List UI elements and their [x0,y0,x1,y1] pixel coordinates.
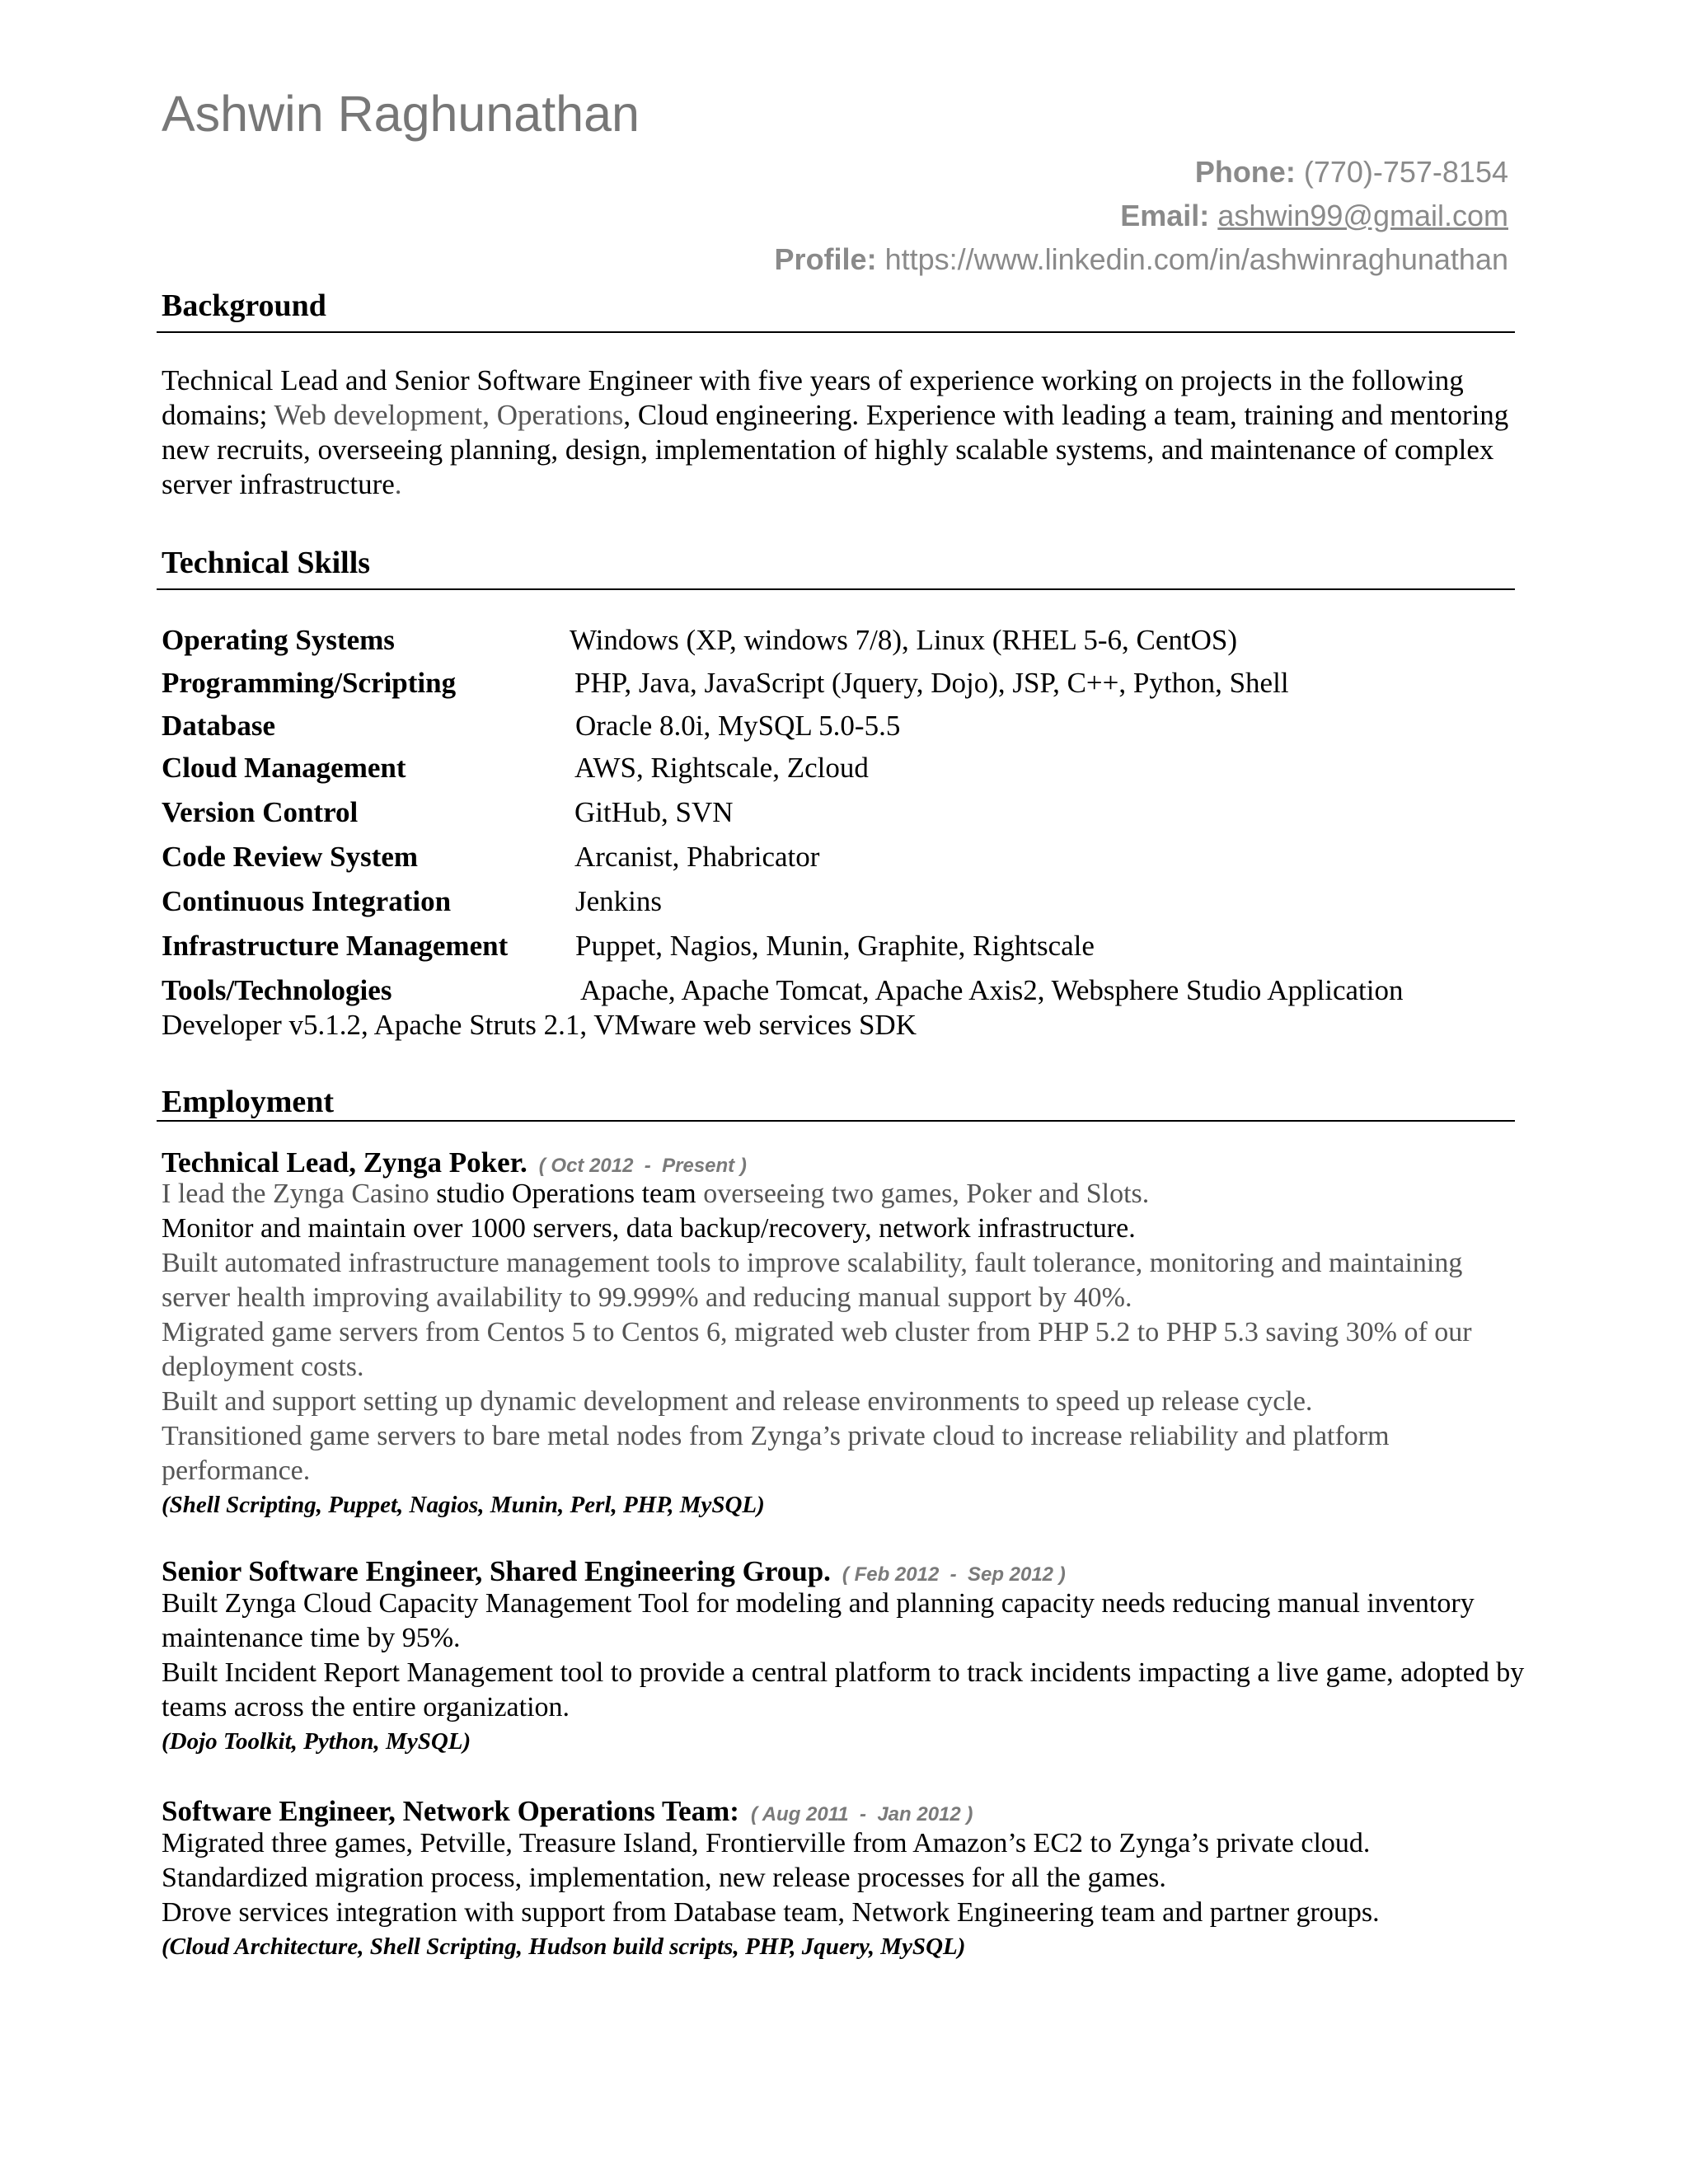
job-text: I lead the Zynga Casino [162,1179,437,1209]
skill-label: Infrastructure Management [162,930,509,962]
background-heading: Background [162,288,326,323]
summary-text-2: Web development, Operations [274,399,624,431]
skill-label: Version Control [162,796,359,828]
job-title-text: Technical Lead, Zynga Poker. [162,1146,528,1179]
skill-label: Operating Systems [162,624,395,656]
job-dates: ( Aug 2011 - Jan 2012 ) [750,1803,973,1825]
job-bullet: Built Incident Report Management tool to provide a central platform to track incidents impacting a live game, adopted by teams across the entire organization. [162,1657,1525,1722]
skill-value: Oracle 8.0i, MySQL 5.0-5.5 [575,710,901,742]
skill-value: Apache, Apache Tomcat, Apache Axis2, Websphere Studio Application [580,974,1404,1006]
job-technologies: (Shell Scripting, Puppet, Nagios, Munin, Perl, PHP, MySQL) [162,1492,765,1518]
email-label: Email: [1120,199,1210,232]
summary-text-3: , Cloud engineering. Experience with leading a team, training and mentoring new recruits, overseeing planning, design, implementation of highly scalable systems, and maintenance of complex server infrastructure [162,399,1509,500]
skill-label: Tools/Technologies [162,974,392,1006]
summary-text-1: Technical Lead and Senior Software Engineer with five years of experience working on projects in the following domains; [162,364,1464,431]
skill-value-continuation: Developer v5.1.2, Apache Struts 2.1, VMware web services SDK [162,1009,917,1041]
contact-phone [1195,157,1508,187]
skill-label: Cloud Management [162,752,406,784]
job-bullet: Monitor and maintain over 1000 servers, data backup/recovery, network infrastructure. [162,1213,1136,1244]
employment-heading: Employment [162,1085,334,1119]
job-bullet: Transitioned game servers to bare metal nodes from Zynga’s private cloud to increase reliability and platform performance. [162,1421,1390,1486]
job-text: studio Operations team [436,1179,696,1209]
candidate-name: Ashwin Raghunathan [162,86,640,142]
job-description [162,1826,1530,1963]
job-bullet: Migrated three games, Petville, Treasure Island, Frontierville from Amazon’s EC2 to Zynga’s private cloud. [162,1828,1371,1858]
background-summary [162,363,1530,502]
job-title-text: Software Engineer, Network Operations Team: [162,1795,739,1827]
skill-value: Jenkins [575,885,662,917]
job-description [162,1586,1530,1758]
profile-url[interactable]: https://www.linkedin.com/in/ashwinraghunathan [884,242,1508,276]
skills-heading: Technical Skills [162,546,371,580]
skill-value: Windows (XP, windows 7/8), Linux (RHEL 5-6, CentOS) [570,624,1238,656]
job-bullet: Drove services integration with support from Database team, Network Engineering team and partner groups. [162,1897,1380,1928]
job-technologies: (Dojo Toolkit, Python, MySQL) [162,1728,471,1755]
phone-label: Phone: [1194,155,1296,189]
skill-value: GitHub, SVN [574,796,734,828]
job-title [162,1557,1066,1586]
contact-email [1120,201,1508,231]
background-divider [157,331,1515,333]
contact-profile [774,242,1508,276]
job-text: overseeing two games, Poker and Slots. [696,1179,1150,1209]
skill-label: Code Review System [162,841,419,873]
job-technologies: (Cloud Architecture, Shell Scripting, Hudson build scripts, PHP, Jquery, MySQL) [162,1933,966,1960]
employment-divider [157,1120,1515,1122]
job-dates: ( Feb 2012 - Sep 2012 ) [842,1563,1066,1586]
job-dates: ( Oct 2012 - Present ) [538,1155,747,1177]
job-title [162,1797,973,1825]
phone-value: (770)-757-8154 [1303,155,1508,189]
skill-label: Programming/Scripting [162,667,457,699]
job-title [162,1148,747,1177]
job-bullet: Standardized migration process, implementation, new release processes for all the games. [162,1863,1166,1893]
email-link[interactable]: ashwin99@gmail.com [1217,199,1508,232]
skill-label: Database [162,710,276,742]
job-bullet: Built Zynga Cloud Capacity Management Tool for modeling and planning capacity needs reducing manual inventory maintenance time by 95%. [162,1588,1475,1653]
skill-value: Puppet, Nagios, Munin, Graphite, Rightscale [575,930,1095,962]
summary-text-4: . [394,468,402,500]
job-bullet: Migrated game servers from Centos 5 to Centos 6, migrated web cluster from PHP 5.2 to PHP 5.3 saving 30% of our deployment costs. [162,1317,1472,1382]
skills-divider [157,588,1515,590]
skill-value: Arcanist, Phabricator [574,841,820,873]
skill-value: PHP, Java, JavaScript (Jquery, Dojo), JSP, C++, Python, Shell [574,667,1289,699]
skill-label: Continuous Integration [162,885,452,917]
job-description [162,1177,1530,1521]
profile-label: Profile: [774,242,877,276]
job-title-text: Senior Software Engineer, Shared Engineering Group. [162,1555,831,1587]
job-bullet: Built and support setting up dynamic development and release environments to speed up release cycle. [162,1386,1313,1417]
job-bullet [162,1177,1530,1212]
job-bullet: Built automated infrastructure management tools to improve scalability, fault tolerance, monitoring and maintaining server health improving availability to 99.999% and reducing manual support by 40%. [162,1248,1463,1313]
skill-value: AWS, Rightscale, Zcloud [574,752,869,784]
